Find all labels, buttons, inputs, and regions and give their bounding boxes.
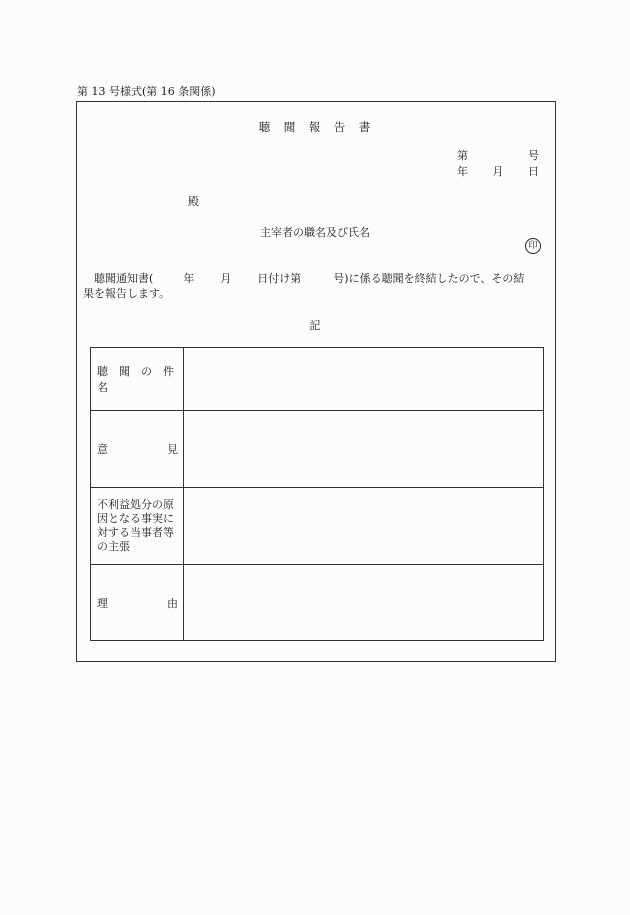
number-prefix: 第 — [457, 149, 468, 162]
presider-name-label: 主宰者の職名及び氏名 — [260, 226, 370, 239]
reason-label-char: 理 — [97, 596, 108, 610]
seal-mark: 印 — [525, 238, 541, 254]
body-text-line-2: 果を報告します。 — [83, 287, 171, 300]
body-segment: 年 — [183, 272, 195, 285]
number-suffix: 号 — [528, 149, 539, 162]
body-text-line-1 — [94, 273, 549, 284]
document-number-line — [457, 150, 539, 161]
body-segment: 日付け第 — [257, 272, 302, 285]
table-row — [91, 565, 544, 641]
row-value-cell[interactable] — [184, 411, 544, 488]
party-claim-label: 不利益処分の原因となる事実に対する当事者等の主張 — [97, 498, 174, 553]
body-segment: 月 — [220, 272, 232, 285]
row-label — [91, 565, 184, 641]
opinion-label-char: 意 — [97, 443, 108, 456]
opinion-label-char: 見 — [167, 443, 178, 456]
table-row — [91, 411, 544, 488]
form-caption: 第 13 号様式(第 16 条関係) — [77, 85, 216, 98]
document-title: 聴 聞 報 告 書 — [258, 120, 372, 134]
row-value-cell[interactable] — [184, 565, 544, 641]
row-label — [91, 488, 184, 565]
addressee-honorific: 殿 — [188, 195, 199, 208]
report-items-table — [90, 347, 544, 641]
reason-label-char: 由 — [167, 596, 178, 610]
table-row — [91, 348, 544, 411]
row-label — [91, 411, 184, 488]
table-row — [91, 488, 544, 565]
document-date-line — [457, 166, 539, 177]
date-month: 月 — [492, 165, 504, 178]
row-label — [91, 348, 184, 411]
date-year: 年 — [457, 165, 468, 178]
case-name-label: 聴 聞 の 件 名 — [97, 365, 185, 394]
row-value-cell[interactable] — [184, 348, 544, 411]
body-segment: 号)に係る聴聞を終結したので、その結 — [333, 272, 525, 285]
body-segment: 聴聞通知書( — [94, 272, 154, 285]
row-value-cell[interactable] — [184, 488, 544, 565]
date-day: 日 — [528, 165, 539, 178]
record-label: 記 — [309, 319, 321, 332]
